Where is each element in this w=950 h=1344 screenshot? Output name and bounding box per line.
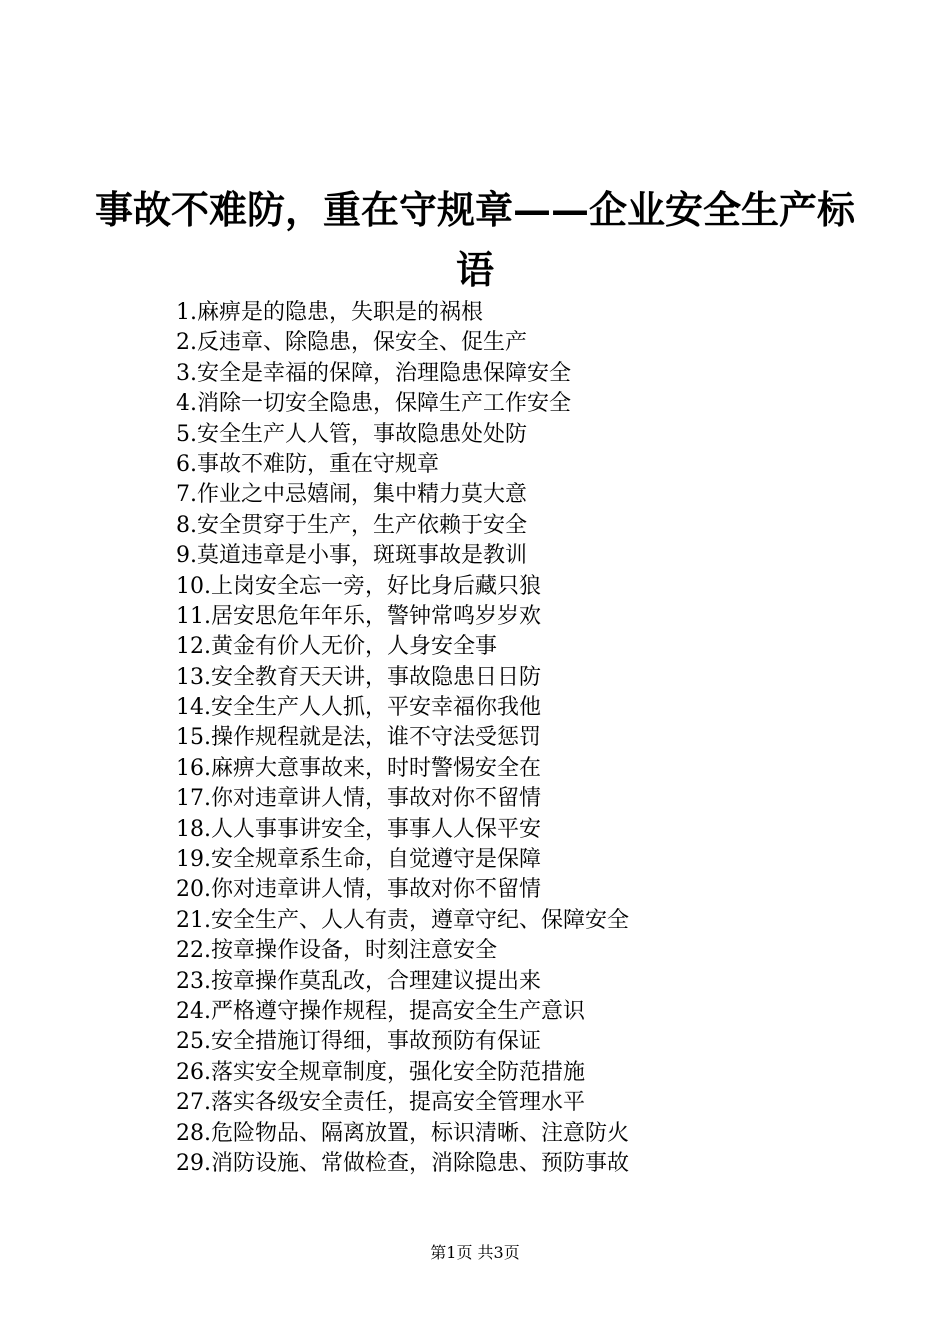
list-item: 18.人人事事讲安全，事事人人保平安 [176,816,541,842]
list-item: 12.黄金有价人无价，人身安全事 [176,634,497,660]
list-item: 10.上岗安全忘一旁，好比身后藏只狼 [176,573,541,599]
list-item: 6.事故不难防，重在守规章 [176,451,439,477]
list-item: 3.安全是幸福的保障，治理隐患保障安全 [176,360,571,386]
list-item: 20.你对违章讲人情，事故对你不留情 [176,877,541,903]
slogan-list [176,298,629,1179]
list-item: 11.居安思危年年乐，警钟常鸣岁岁欢 [176,603,541,629]
page-footer: 第1页 共3页 [430,1243,520,1262]
document-title-line-1: 事故不难防，重在守规章——企业安全生产标 [94,187,855,232]
list-item: 5.安全生产人人管，事故隐患处处防 [176,421,527,447]
list-item: 16.麻痹大意事故来，时时警惕安全在 [176,755,541,781]
list-item: 29.消防设施、常做检查，消除隐患、预防事故 [176,1150,629,1176]
list-item: 25.安全措施订得细，事故预防有保证 [176,1029,541,1055]
list-item: 22.按章操作设备，时刻注意安全 [176,938,497,964]
list-item: 7.作业之中忌嬉闹，集中精力莫大意 [176,482,527,508]
list-item: 15.操作规程就是法，谁不守法受惩罚 [176,725,541,751]
list-item: 26.落实安全规章制度，强化安全防范措施 [176,1059,585,1085]
list-item: 24.严格遵守操作规程，提高安全生产意识 [176,998,585,1024]
list-item: 13.安全教育天天讲，事故隐患日日防 [176,664,541,690]
list-item: 8.安全贯穿于生产，生产依赖于安全 [176,512,527,538]
list-item: 14.安全生产人人抓，平安幸福你我他 [176,695,541,721]
list-item: 27.落实各级安全责任，提高安全管理水平 [176,1090,585,1116]
list-item: 28.危险物品、隔离放置，标识清晰、注意防火 [176,1120,629,1146]
list-item: 2.反违章、除隐患，保安全、促生产 [176,330,527,356]
list-item: 4.消除一切安全隐患，保障生产工作安全 [176,391,571,417]
list-item: 21.安全生产、人人有责，遵章守纪、保障安全 [176,907,629,933]
list-item: 19.安全规章系生命，自觉遵守是保障 [176,847,541,873]
list-item: 9.莫道违章是小事，斑斑事故是教训 [176,543,527,569]
document-title-line-2: 语 [455,247,494,292]
list-item: 23.按章操作莫乱改，合理建议提出来 [176,968,541,994]
list-item: 1.麻痹是的隐患，失职是的祸根 [176,300,483,325]
list-item: 17.你对违章讲人情，事故对你不留情 [176,786,541,812]
